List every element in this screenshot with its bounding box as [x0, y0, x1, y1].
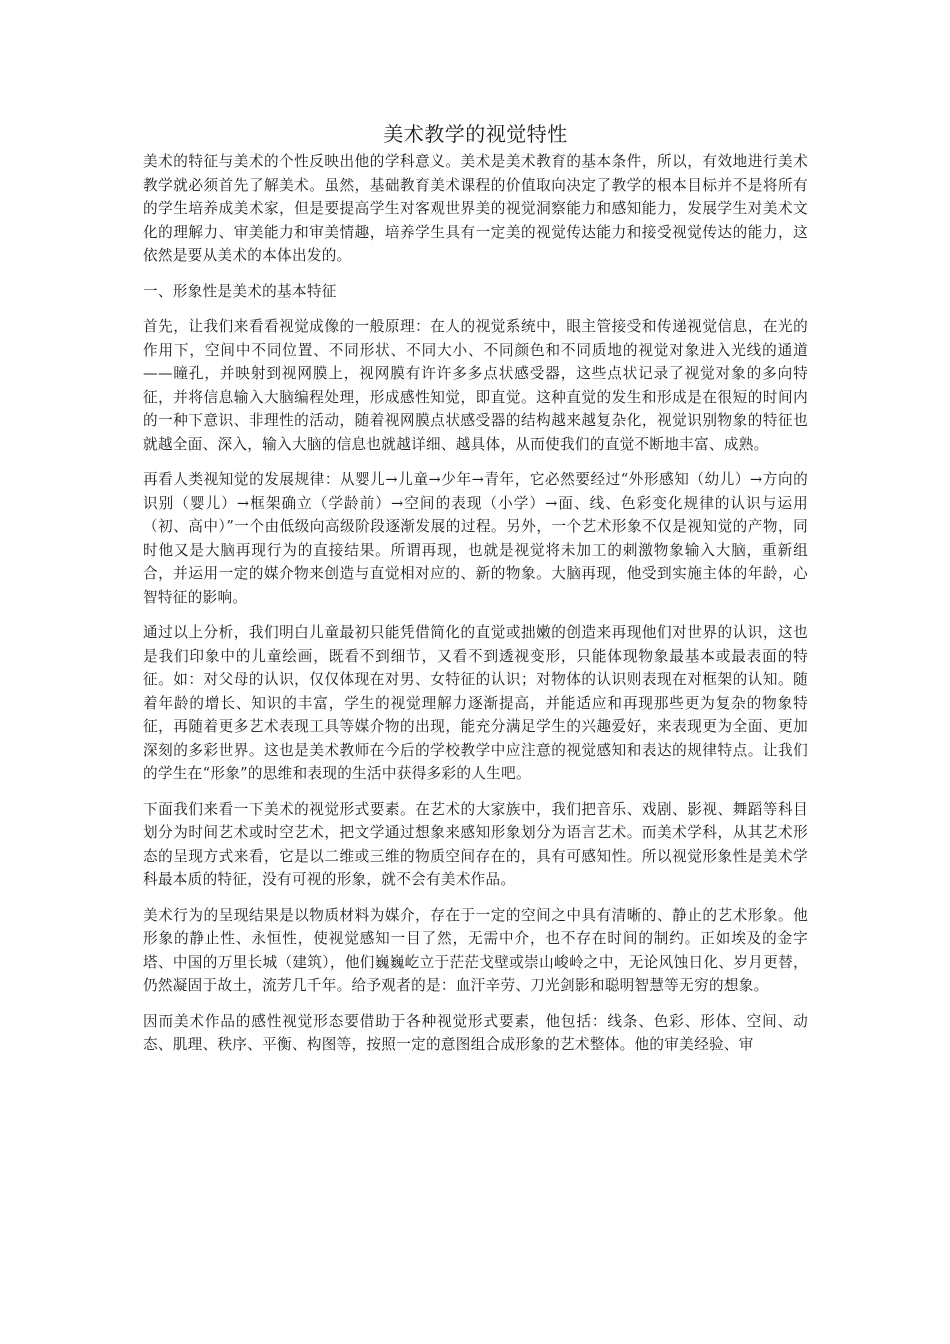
body-paragraph: 再看人类视知觉的发展规律：从婴儿→儿童→少年→青年，它必然要经过“外形感知（幼儿）→方向的识别（婴儿）→框架确立（学龄前）→空间的表现（小学）→面、线、色彩变化规律的认识与运用（初、高中）”一个由低级向高级阶段逐渐发展的过程。另外，一个艺术形象不仅是视知觉的产物，同时他又是大脑再现行为的直接结果。所谓再现，也就是视觉将未加工的刺激物象输入大脑，重新组合，并运用一定的媒介物来创造与直觉相对应的、新的物象。大脑再现，他受到实施主体的年龄，心智特征的影响。 [143, 471, 808, 606]
body-paragraph: 首先，让我们来看看视觉成像的一般原理：在人的视觉系统中，眼主管接受和传递视觉信息，在光的作用下，空间中不同位置、不同形状、不同大小、不同颜色和不同质地的视觉对象进入光线的通道——瞳孔，并映射到视网膜上，视网膜有许许多多点状感受器，这些点状记录了视觉对象的多向特征，并将信息输入大脑编程处理，形成感性知觉，即直觉。这种直觉的发生和形成是在很短的时间内的一种下意识、非理性的活动，随着视网膜点状感受器的结构越来越复杂化，视觉识别物象的特征也就越全面、深入，输入大脑的信息也就越详细、越具体，从而使我们的直觉不断地丰富、成熟。 [143, 318, 808, 453]
page-title: 美术教学的视觉特性 [383, 122, 568, 146]
body-paragraph: 通过以上分析，我们明白儿童最初只能凭借简化的直觉或拙嫩的创造来再现他们对世界的认识，这也是我们印象中的儿童绘画，既看不到细节，又看不到透视变形，只能体现物象最基本或最表面的特征。如：对父母的认识，仅仅体现在对男、女特征的认识；对物体的认识则表现在对框架的认知。随着年龄的增长、知识的丰富，学生的视觉理解力逐渐提高，并能适应和再现那些更为复杂的物象特征，再随着更多艺术表现工具等媒介物的出现，能充分满足学生的兴趣爱好，来表现更为全面、更加深刻的多彩世界。这也是美术教师在今后的学校教学中应注意的视觉感知和表达的规律特点。让我们的学生在“形象”的思维和表现的生活中获得多彩的人生吧。 [143, 624, 808, 782]
section-heading: 一、形象性是美术的基本特征 [143, 282, 337, 300]
body-paragraph: 下面我们来看一下美术的视觉形式要素。在艺术的大家族中，我们把音乐、戏剧、影视、舞蹈等科目划分为时间艺术或时空艺术，把文学通过想象来感知形象划分为语言艺术。而美术学科，从其艺术形态的呈现方式来看，它是以二维或三维的物质空间存在的，具有可感知性。所以视觉形象性是美术学科最本质的特征，没有可视的形象，就不会有美术作品。 [143, 800, 808, 888]
body-paragraph: 美术行为的呈现结果是以物质材料为媒介，存在于一定的空间之中具有清晰的、静止的艺术形象。他形象的静止性、永恒性，使视觉感知一目了然，无需中介，也不存在时间的制约。正如埃及的金字塔、中国的万里长城（建筑），他们巍巍屹立于茫茫戈壁或崇山峻岭之中，无论风蚀日化、岁月更替，仍然凝固于故土，流芳几千年。给予观者的是：血汗辛劳、刀光剑影和聪明智慧等无穷的想象。 [143, 906, 808, 994]
intro-paragraph: 美术的特征与美术的个性反映出他的学科意义。美术是美术教育的基本条件，所以，有效地进行美术教学就必须首先了解美术。虽然，基础教育美术课程的价值取向决定了教学的根本目标并不是将所有的学生培养成美术家，但是要提高学生对客观世界美的视觉洞察能力和感知能力，发展学生对美术文化的理解力、审美能力和审美情趣，培养学生具有一定美的视觉传达能力和接受视觉传达的能力，这依然是要从美术的本体出发的。 [143, 153, 808, 264]
body-paragraph: 因而美术作品的感性视觉形态要借助于各种视觉形式要素，他包括：线条、色彩、形体、空间、动态、肌理、秩序、平衡、构图等，按照一定的意图组合成形象的艺术整体。他的审美经验、审 [143, 1012, 808, 1053]
